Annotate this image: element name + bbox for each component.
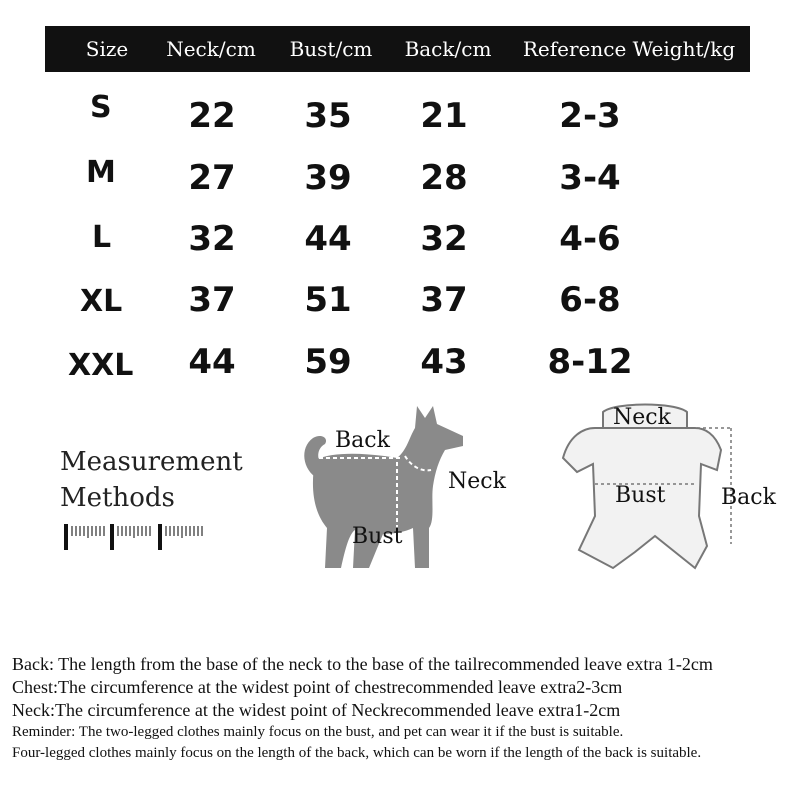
- row-weight-value: 2-3: [559, 96, 621, 136]
- row-weight-value: 8-12: [547, 342, 633, 382]
- row-bust-value: 39: [304, 158, 352, 198]
- measurement-title-line2: Methods: [60, 483, 175, 513]
- garment-measurement-diagram: [555, 398, 785, 578]
- row-size-label: XXL: [68, 348, 134, 383]
- dog-neck-label: Neck: [448, 469, 506, 494]
- row-neck-value: 27: [188, 158, 236, 198]
- row-size-label: L: [92, 220, 112, 255]
- note-back: Back: The length from the base of the neck to the base of the tailrecommended leave extra 1-2cm: [12, 654, 713, 674]
- measurement-title-line1: Measurement: [60, 447, 243, 477]
- header-neck: Neck/cm: [166, 37, 256, 61]
- note-neck: Neck:The circumference at the widest point of Neckrecommended leave extra1-2cm: [12, 700, 621, 720]
- row-back-value: 37: [420, 280, 468, 320]
- note-four-legged: Four-legged clothes mainly focus on the length of the back, which can be worn if the length of the back is suitable.: [12, 745, 702, 761]
- row-bust-value: 35: [304, 96, 352, 136]
- garment-back-label: Back: [721, 485, 776, 510]
- row-bust-value: 44: [304, 219, 352, 259]
- row-size-label: XL: [80, 284, 123, 319]
- header-size: Size: [85, 37, 129, 61]
- row-bust-value: 51: [304, 280, 352, 320]
- row-back-value: 43: [420, 342, 468, 382]
- note-reminder: Reminder: The two-legged clothes mainly focus on the bust, and pet can wear it if the bust is suitable.: [12, 724, 624, 740]
- row-neck-value: 32: [188, 219, 236, 259]
- row-back-value: 28: [420, 158, 468, 198]
- header-back: Back/cm: [404, 37, 492, 61]
- row-neck-value: 44: [188, 342, 236, 382]
- row-size-label: S: [90, 90, 112, 125]
- garment-neck-label: Neck: [613, 405, 671, 430]
- row-size-label: M: [86, 155, 116, 190]
- note-chest: Chest:The circumference at the widest point of chestrecommended leave extra2-3cm: [12, 677, 623, 697]
- dog-measurement-diagram: [295, 400, 510, 580]
- row-neck-value: 37: [188, 280, 236, 320]
- measurement-notes: [12, 653, 800, 764]
- row-weight-value: 3-4: [559, 158, 621, 198]
- dog-back-label: Back: [335, 428, 390, 453]
- dog-bust-label: Bust: [352, 524, 403, 549]
- row-weight-value: 4-6: [559, 219, 621, 259]
- measurement-methods-title: [60, 444, 243, 516]
- row-back-value: 32: [420, 219, 468, 259]
- row-back-value: 21: [420, 96, 468, 136]
- row-weight-value: 6-8: [559, 280, 621, 320]
- header-bust: Bust/cm: [289, 37, 373, 61]
- row-neck-value: 22: [188, 96, 236, 136]
- size-table-header: [45, 26, 750, 72]
- ruler-icon: [62, 520, 212, 554]
- garment-bust-label: Bust: [615, 483, 666, 508]
- row-bust-value: 59: [304, 342, 352, 382]
- header-reference-weight: Reference Weight/kg: [522, 37, 736, 61]
